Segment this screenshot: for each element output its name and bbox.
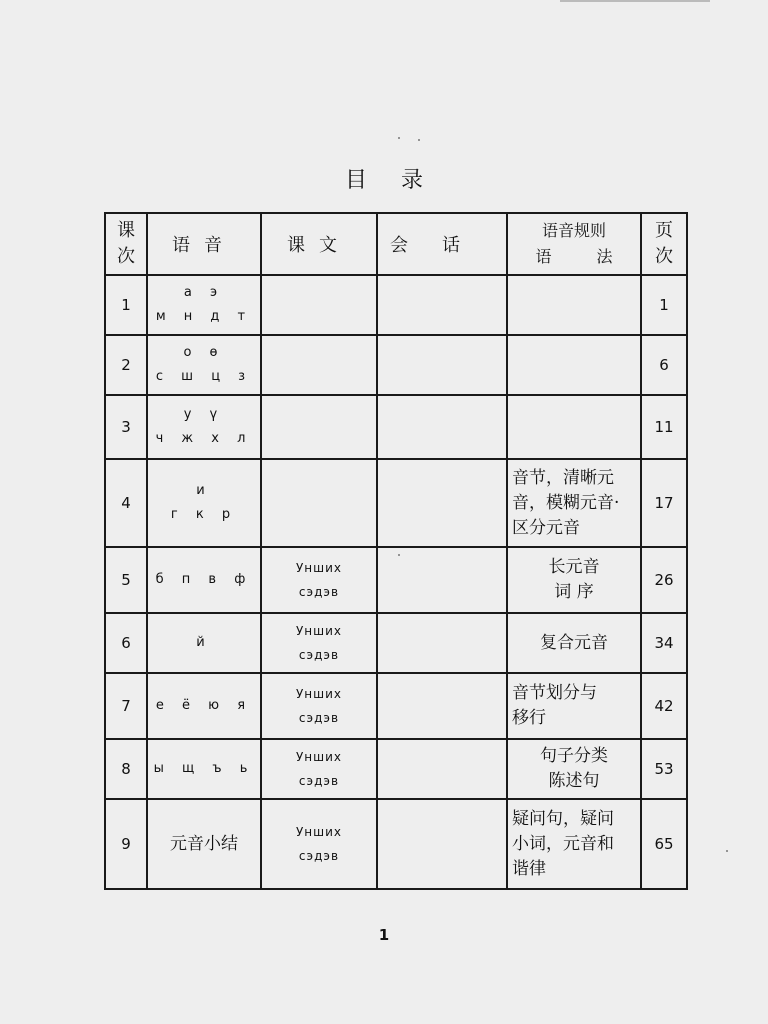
text-cell: [261, 673, 377, 739]
grammar-line: 句子分类: [540, 746, 608, 766]
page-reference: 6: [641, 335, 687, 395]
grammar-cell: [507, 739, 641, 799]
text-line: Уншиx: [295, 825, 343, 839]
scan-speck: [418, 139, 420, 141]
text-cell: [261, 275, 377, 335]
conversation-cell: [377, 459, 507, 547]
conversation-cell: [377, 613, 507, 673]
header-lesson: 课 次: [105, 213, 147, 275]
conversation-cell: [377, 335, 507, 395]
table-row: [105, 395, 687, 459]
table-row: [105, 613, 687, 673]
lesson-number: 1: [105, 275, 147, 335]
lesson-number: 7: [105, 673, 147, 739]
pronunciation-cell: [147, 739, 261, 799]
grammar-cell: [507, 459, 641, 547]
table-row: [105, 459, 687, 547]
grammar-line: 疑问句，疑问: [512, 808, 614, 829]
pronunciation-cell: [147, 673, 261, 739]
table-row: [105, 799, 687, 889]
grammar-line: 移行: [512, 708, 546, 728]
text-line: сэдэв: [298, 711, 340, 725]
table-row: [105, 739, 687, 799]
text-line: Уншиx: [295, 561, 343, 575]
pronunciation-line: о ө: [183, 345, 225, 360]
grammar-line: 音节划分与: [512, 683, 597, 703]
conversation-cell: [377, 547, 507, 613]
lesson-number: 9: [105, 799, 147, 889]
scan-speck: [398, 137, 400, 139]
grammar-line: 音节，清晰元: [512, 467, 614, 488]
table-row: [105, 275, 687, 335]
pronunciation-line: и: [196, 483, 212, 498]
table-header-row: [105, 213, 687, 275]
page-number: 1: [378, 926, 390, 944]
lesson-number: 5: [105, 547, 147, 613]
table-row: [105, 673, 687, 739]
grammar-cell: [507, 673, 641, 739]
lesson-number: 6: [105, 613, 147, 673]
text-cell: [261, 547, 377, 613]
table-row: [105, 547, 687, 613]
grammar-cell: [507, 547, 641, 613]
grammar-cell: [507, 395, 641, 459]
grammar-line: 谐律: [512, 858, 546, 879]
header-conversation: 会话: [377, 213, 507, 275]
grammar-cell: [507, 275, 641, 335]
conversation-cell: [377, 799, 507, 889]
pronunciation-cell: [147, 613, 261, 673]
pronunciation-cell: [147, 395, 261, 459]
pronunciation-line: г к р: [170, 507, 238, 522]
grammar-line: 长元音: [548, 557, 600, 577]
text-cell: [261, 799, 377, 889]
grammar-cell: [507, 335, 641, 395]
scan-speck: [726, 850, 728, 852]
pronunciation-line: е ё ю я: [155, 698, 253, 713]
pronunciation-line: б п в ф: [155, 572, 253, 587]
pronunciation-cell: [147, 459, 261, 547]
text-cell: [261, 613, 377, 673]
text-cell: [261, 739, 377, 799]
pronunciation-cell: [147, 335, 261, 395]
header-pronunciation: 语音: [147, 213, 261, 275]
grammar-cell: [507, 799, 641, 889]
text-line: сэдэв: [298, 774, 340, 788]
text-line: Уншиx: [295, 687, 343, 701]
pronunciation-line: й: [196, 635, 212, 650]
conversation-cell: [377, 739, 507, 799]
lesson-number: 4: [105, 459, 147, 547]
page-reference: 17: [641, 459, 687, 547]
text-line: сэдэв: [298, 849, 340, 863]
text-line: сэдэв: [298, 585, 340, 599]
conversation-cell: [377, 395, 507, 459]
page-reference: 42: [641, 673, 687, 739]
pronunciation-line: с ш ц з: [155, 369, 253, 384]
page-title: 目录: [344, 168, 457, 193]
grammar-line: 小词，元音和: [512, 833, 614, 854]
lesson-number: 3: [105, 395, 147, 459]
grammar-line: 陈述句: [548, 771, 600, 791]
page-reference: 34: [641, 613, 687, 673]
header-text: 课文: [261, 213, 377, 275]
lesson-number: 2: [105, 335, 147, 395]
pronunciation-line: 元音小结: [170, 833, 238, 854]
text-cell: [261, 395, 377, 459]
pronunciation-line: м н д т: [155, 309, 253, 324]
grammar-line: 词 序: [554, 582, 594, 602]
grammar-cell: [507, 613, 641, 673]
conversation-cell: [377, 275, 507, 335]
text-cell: [261, 459, 377, 547]
pronunciation-cell: [147, 275, 261, 335]
page-reference: 53: [641, 739, 687, 799]
table-of-contents: [104, 212, 688, 890]
text-line: Уншиx: [295, 624, 343, 638]
grammar-line: 音，模糊元音·: [512, 492, 620, 513]
lesson-number: 8: [105, 739, 147, 799]
pronunciation-line: ч ж х л: [155, 431, 253, 446]
scan-edge-line: [560, 0, 710, 2]
page-reference: 11: [641, 395, 687, 459]
text-line: сэдэв: [298, 648, 340, 662]
grammar-line: 区分元音: [512, 517, 580, 538]
pronunciation-cell: [147, 799, 261, 889]
pronunciation-line: у ү: [183, 407, 225, 422]
conversation-cell: [377, 673, 507, 739]
pronunciation-line: ы щ ъ ь: [153, 761, 255, 776]
header-grammar: 语音规则 语 法: [507, 213, 641, 275]
text-cell: [261, 335, 377, 395]
page-reference: 1: [641, 275, 687, 335]
pronunciation-cell: [147, 547, 261, 613]
page-reference: 26: [641, 547, 687, 613]
text-line: Уншиx: [295, 750, 343, 764]
grammar-line: 复合元音: [540, 632, 608, 653]
header-page: 页 次: [641, 213, 687, 275]
page-reference: 65: [641, 799, 687, 889]
pronunciation-line: а э: [183, 285, 225, 300]
table-row: [105, 335, 687, 395]
